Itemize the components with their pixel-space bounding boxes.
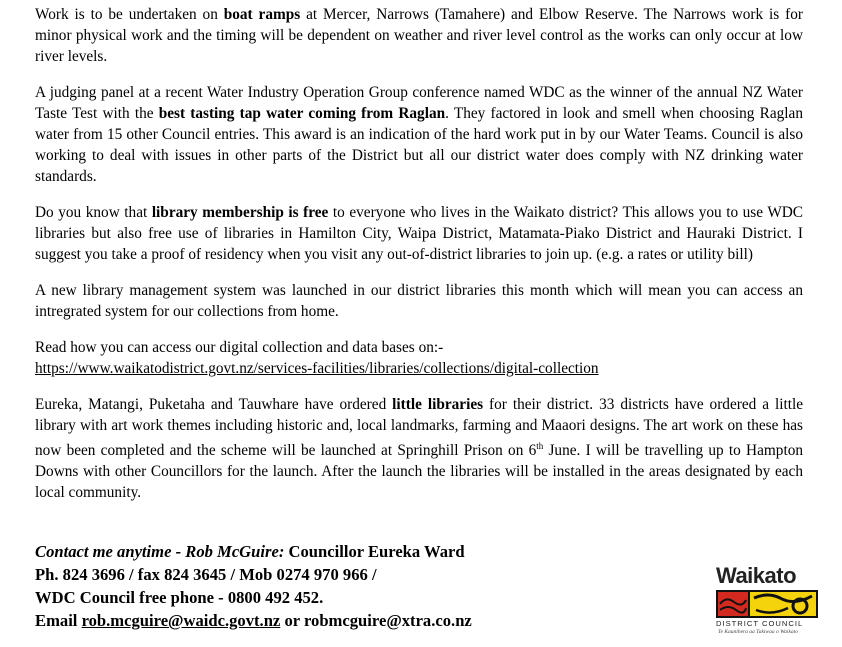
paragraph-digital-collection: Read how you can access our digital collection and data bases on:- https://www.waikatodistrict.govt.nz/services-facilities/libraries/collections/digital-collection <box>35 339 599 377</box>
logo-wordmark: Waikato <box>716 563 797 588</box>
logo-graphic-icon <box>716 590 818 618</box>
email-xtra[interactable]: robmcguire@xtra.co.nz <box>303 611 472 630</box>
contact-line-freephone: WDC Council free phone - 0800 492 452. <box>35 588 324 607</box>
contact-line-email: Email rob.mcguire@waidc.govt.nz or robmcguire@xtra.co.nz <box>35 611 472 630</box>
paragraph-library-membership: Do you know that library membership is free to everyone who lives in the Waikato district? This allows you to use WDC libraries but also free use of libraries in Hamilton City, Waipa District, Matamata-Piako District and Hauraki District. I suggest you take a proof of residency when you visit any out-of-district libraries to join up. (e.g. a rates or utility bill) <box>35 204 804 263</box>
paragraph-water-taste: A judging panel at a recent Water Industry Operation Group conference named WDC as the winner of the annual NZ Water Taste Test with the best tasting tap water coming from Raglan. They factored in look and smell when choosing Raglan water from 15 other Council entries. This award is an indication of the hard work put in by our Water Teams. Council is also working to deal with issues in other parts of the District but all our district water does comply with NZ drinking water standards. <box>35 84 803 185</box>
document-body <box>35 4 803 518</box>
contact-line-phone: Ph. 824 3696 / fax 824 3645 / Mob 0274 970 966 / <box>35 565 377 584</box>
paragraph-library-system: A new library management system was launched in our district libraries this month which will mean you can access an intregrated system for our collections from home. <box>35 282 803 320</box>
contact-block <box>35 540 472 632</box>
paragraph-little-libraries: Eureka, Matangi, Puketaha and Tauwhare have ordered little libraries for their district. 33 districts have ordered a little library with art work themes including historic and, local landmarks, farming and Maaori designs. The art work on these has now been completed and the scheme will be launched at Springhill Prison on 6th June. I will be travelling up to Hampton Downs with other Councillors for the launch. After the launch the libraries will be installed in the areas designated by each local community. <box>35 396 804 502</box>
logo-tagline: Te Kaunihera aa Takiwaa o Waikato <box>718 629 798 635</box>
logo-subtitle: DISTRICT COUNCIL <box>716 619 804 628</box>
paragraph-boat-ramps: Work is to be undertaken on boat ramps at Mercer, Narrows (Tamahere) and Elbow Reserve. The Narrows work is for minor physical work and the timing will be dependent on weather and river level control as the works can only occur at low river levels. <box>35 6 803 65</box>
email-link-waidc[interactable]: rob.mcguire@waidc.govt.nz <box>81 611 281 630</box>
digital-collection-link[interactable]: https://www.waikatodistrict.govt.nz/services-facilities/libraries/collections/digital-collection <box>35 360 599 377</box>
contact-line-1: Contact me anytime - Rob McGuire: Councillor Eureka Ward <box>35 542 465 561</box>
waikato-logo <box>712 563 822 643</box>
